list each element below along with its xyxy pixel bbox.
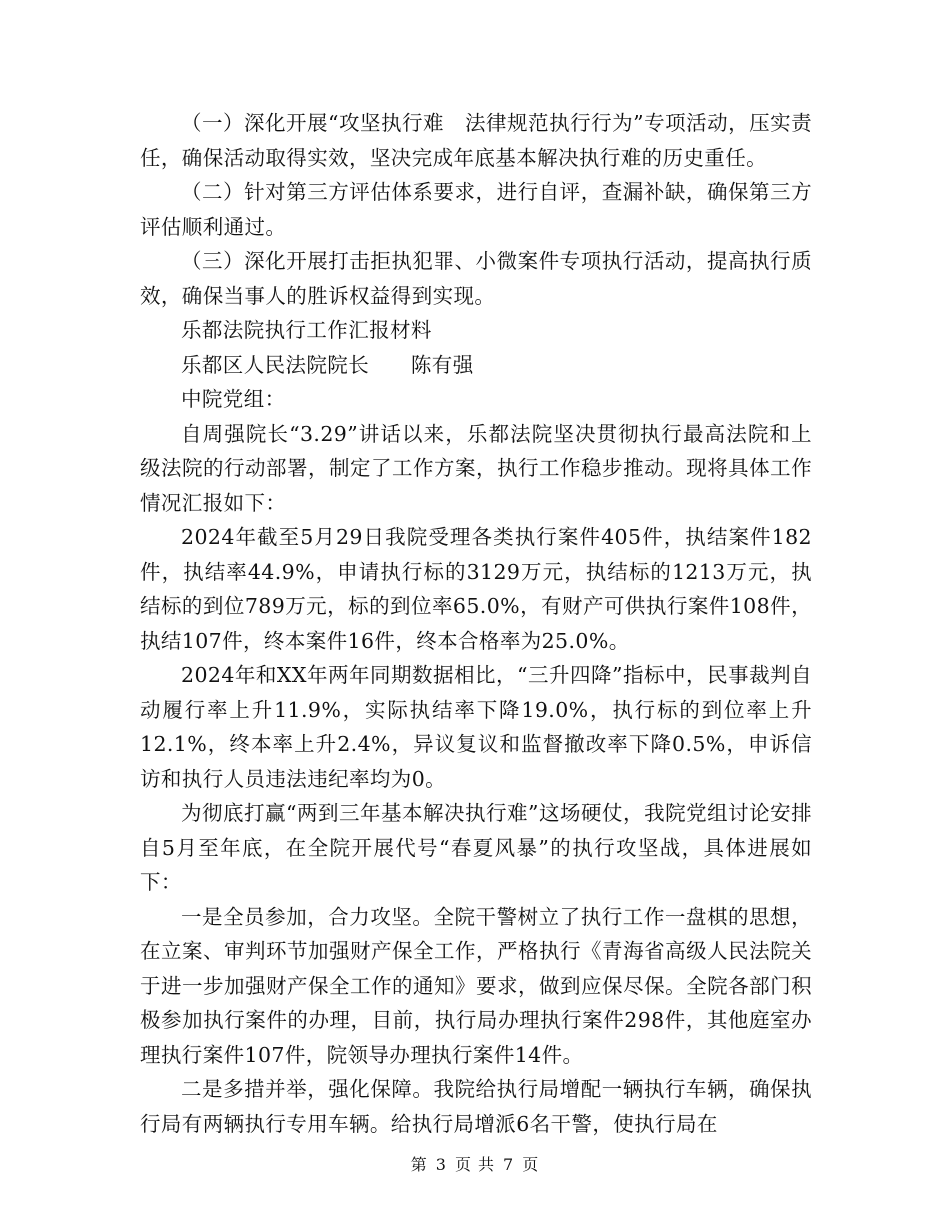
- footer-page-number: 3: [435, 1155, 447, 1174]
- paragraph-1: （一）深化开展“攻坚执行难 法律规范执行行为”专项活动，压实责任，确保活动取得实效，坚决完成年底基本解决执行难的历史重任。: [140, 111, 812, 170]
- footer-middle: 页 共: [454, 1155, 496, 1174]
- paragraph-campaign: 为彻底打赢“两到三年基本解决执行难”这场硬仗，我院党组讨论安排自5月至年底，在全院开展代号“春夏风暴”的执行攻坚战，具体进展如下：: [140, 801, 812, 894]
- paragraph-3: （三）深化开展打击拒执犯罪、小微案件专项执行活动，提高执行质效，确保当事人的胜诉权益得到实现。: [140, 249, 812, 308]
- paragraph-comparison: 2024年和XX年两年同期数据相比，“三升四降”指标中，民事裁判自动履行率上升11.9%，实际执结率下降19.0%，执行标的到位率上升12.1%，终本率上升2.4%，异议复议和监督撤改率下降0.5%，申诉信访和执行人员违法违纪率均为0。: [140, 663, 812, 791]
- page-footer: [0, 1152, 950, 1175]
- footer-prefix: 第: [410, 1155, 428, 1174]
- footer-total-pages: 7: [503, 1155, 515, 1174]
- footer-suffix: 页: [522, 1155, 540, 1174]
- report-title: 乐都法院执行工作汇报材料: [181, 318, 432, 342]
- paragraph-intro: 自周强院长“3.29”讲话以来，乐都法院坚决贯彻执行最高法院和上级法院的行动部署，制定了工作方案，执行工作稳步推动。现将具体工作情况汇报如下：: [140, 421, 812, 515]
- document-body: [140, 106, 812, 1141]
- paragraph-2: （二）针对第三方评估体系要求，进行自评，查漏补缺，确保第三方评估顺利通过。: [140, 180, 812, 239]
- paragraph-point-2: 二是多措并举，强化保障。我院给执行局增配一辆执行车辆，确保执行局有两辆执行专用车辆。给执行局增派6名干警，使执行局在: [140, 1077, 812, 1136]
- paragraph-statistics: 2024年截至5月29日我院受理各类执行案件405件，执结案件182件，执结率44.9%，申请执行标的3129万元，执结标的1213万元，执结标的到位789万元，标的到位率65.0%，有财产可供执行案件108件，执结107件，终本案件16件，终本合格率为25.0%。: [140, 525, 812, 653]
- paragraph-point-1: 一是全员参加，合力攻坚。全院干警树立了执行工作一盘棋的思想，在立案、审判环节加强财产保全工作，严格执行《青海省高级人民法院关于进一步加强财产保全工作的通知》要求，做到应保尽保。全院各部门积极参加执行案件的办理，目前，执行局办理执行案件298件，其他庭室办理执行案件107件，院领导办理执行案件14件。: [140, 904, 812, 1067]
- report-author: 乐都区人民法院院长 陈有强: [181, 352, 474, 377]
- salutation: 中院党组：: [181, 387, 286, 411]
